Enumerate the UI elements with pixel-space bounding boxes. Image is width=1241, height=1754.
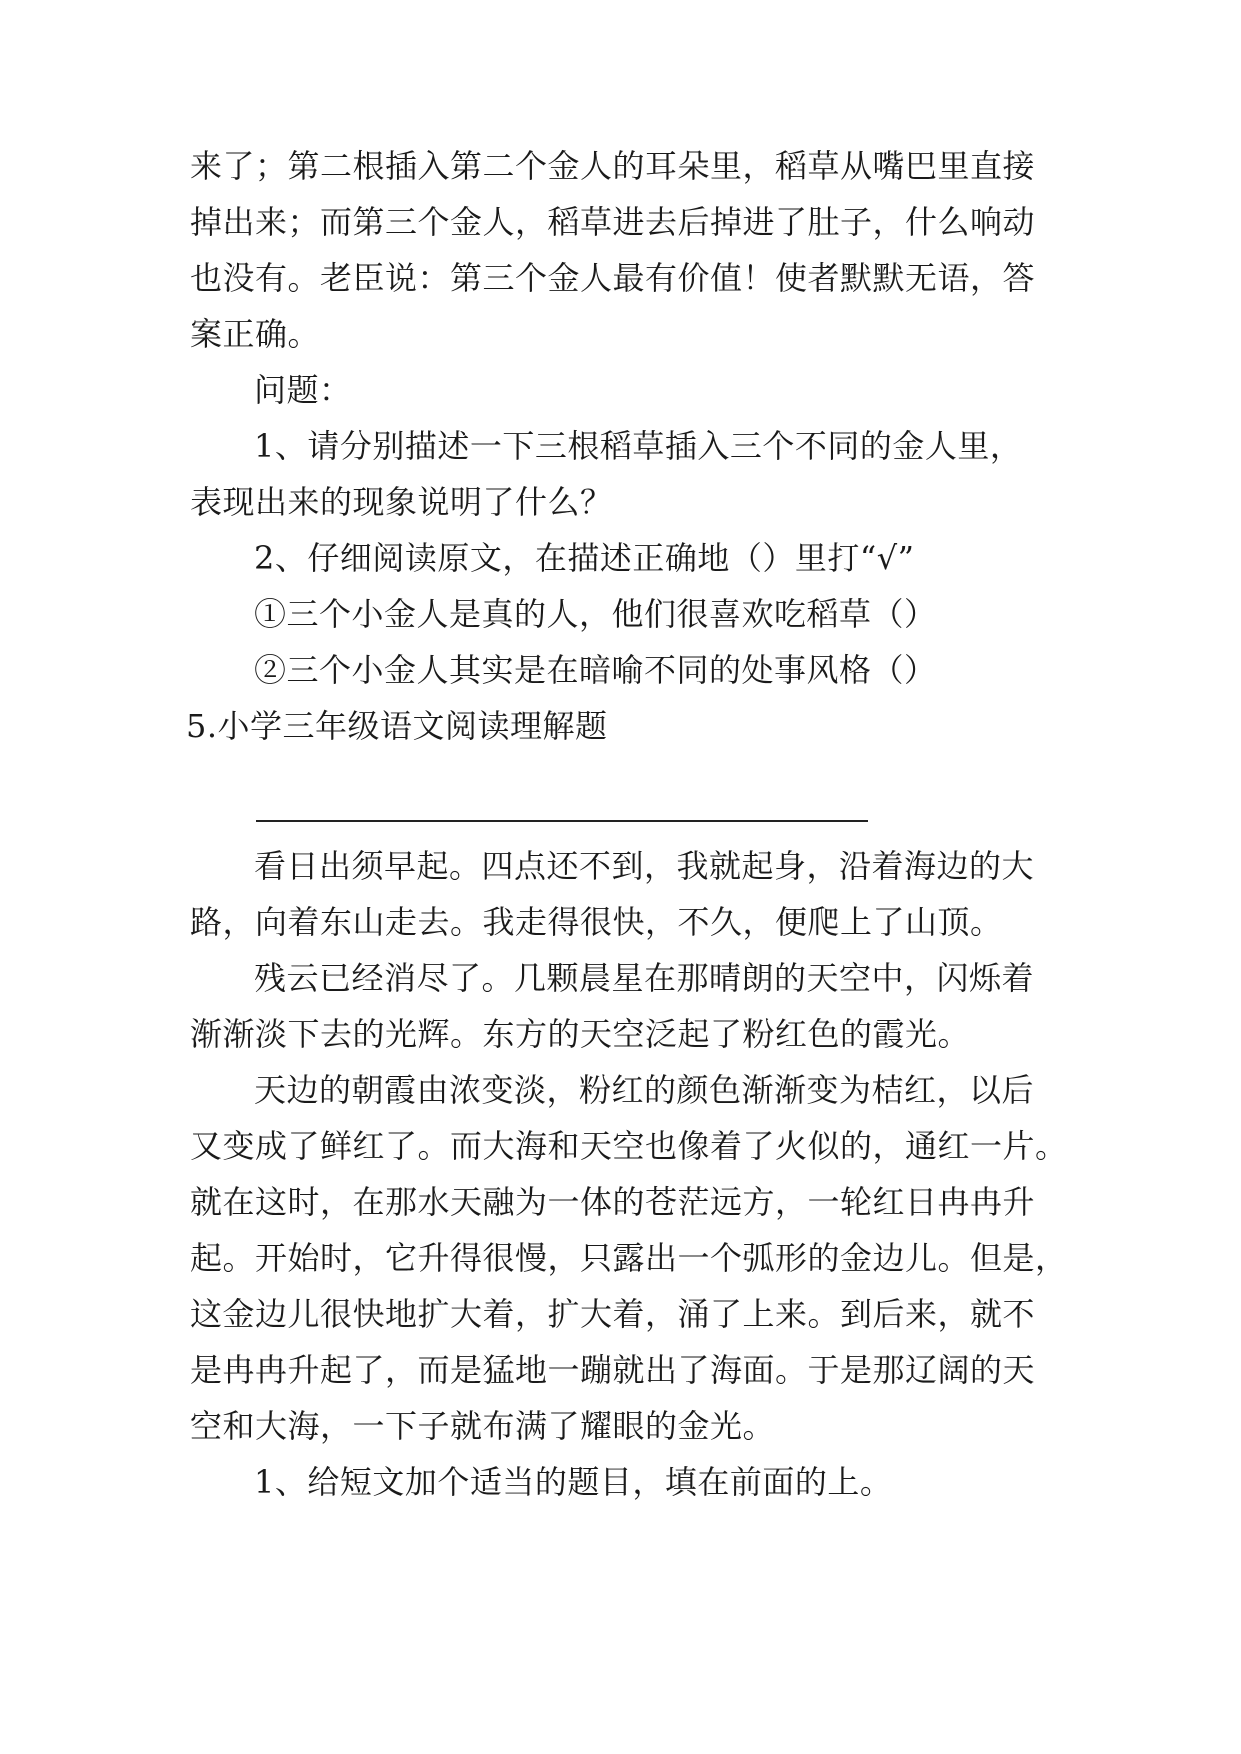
passage1-line-4: 案正确。 <box>190 315 321 353</box>
passage2-line-8: 起。开始时，它升得很慢，只露出一个弧形的金边儿。但是， <box>190 1239 1068 1277</box>
passage2-line-2: 路，向着东山走去。我走得很快，不久，便爬上了山顶。 <box>190 903 1003 941</box>
passage2-line-6: 又变成了鲜红了。而大海和天空也像着了火似的，通红一片。 <box>190 1127 1068 1165</box>
passage2-line-5: 天边的朝霞由浓变淡，粉红的颜色渐渐变为桔红，以后 <box>254 1071 1035 1109</box>
passage1-line-2: 掉出来；而第三个金人，稻草进去后掉进了肚子，什么响动 <box>190 203 1036 241</box>
question-1-line-1: 1、请分别描述一下三根稻草插入三个不同的金人里， <box>254 427 1023 465</box>
question-2: 2、仔细阅读原文，在描述正确地（）里打“√” <box>254 539 915 577</box>
passage2-line-9: 这金边儿很快地扩大着，扩大着，涌了上来。到后来，就不 <box>190 1295 1036 1333</box>
passage1-line-3: 也没有。老臣说：第三个金人最有价值！使者默默无语，答 <box>190 259 1036 297</box>
question-2-option-2: ②三个小金人其实是在暗喻不同的处事风格（） <box>254 651 937 689</box>
section-5-title: 5.小学三年级语文阅读理解题 <box>186 707 608 745</box>
passage2-line-7: 就在这时，在那水天融为一体的苍茫远方，一轮红日冉冉升 <box>190 1183 1036 1221</box>
passage2-question-1: 1、给短文加个适当的题目，填在前面的上。 <box>254 1463 893 1501</box>
passage2-line-11: 空和大海，一下子就布满了耀眼的金光。 <box>190 1407 776 1445</box>
passage2-line-3: 残云已经消尽了。几颗晨星在那晴朗的天空中，闪烁着 <box>254 959 1035 997</box>
question-1-line-2: 表现出来的现象说明了什么？ <box>190 483 613 521</box>
questions-label: 问题： <box>254 371 352 409</box>
passage2-line-4: 渐渐淡下去的光辉。东方的天空泛起了粉红色的霞光。 <box>190 1015 971 1053</box>
passage2-line-1: 看日出须早起。四点还不到，我就起身，沿着海边的大 <box>254 847 1035 885</box>
passage2-line-10: 是冉冉升起了，而是猛地一蹦就出了海面。于是那辽阔的天 <box>190 1351 1036 1389</box>
question-2-option-1: ①三个小金人是真的人，他们很喜欢吃稻草（） <box>254 595 937 633</box>
passage1-line-1: 来了；第二根插入第二个金人的耳朵里，稻草从嘴巴里直接 <box>190 147 1036 185</box>
title-answer-line <box>256 820 868 822</box>
